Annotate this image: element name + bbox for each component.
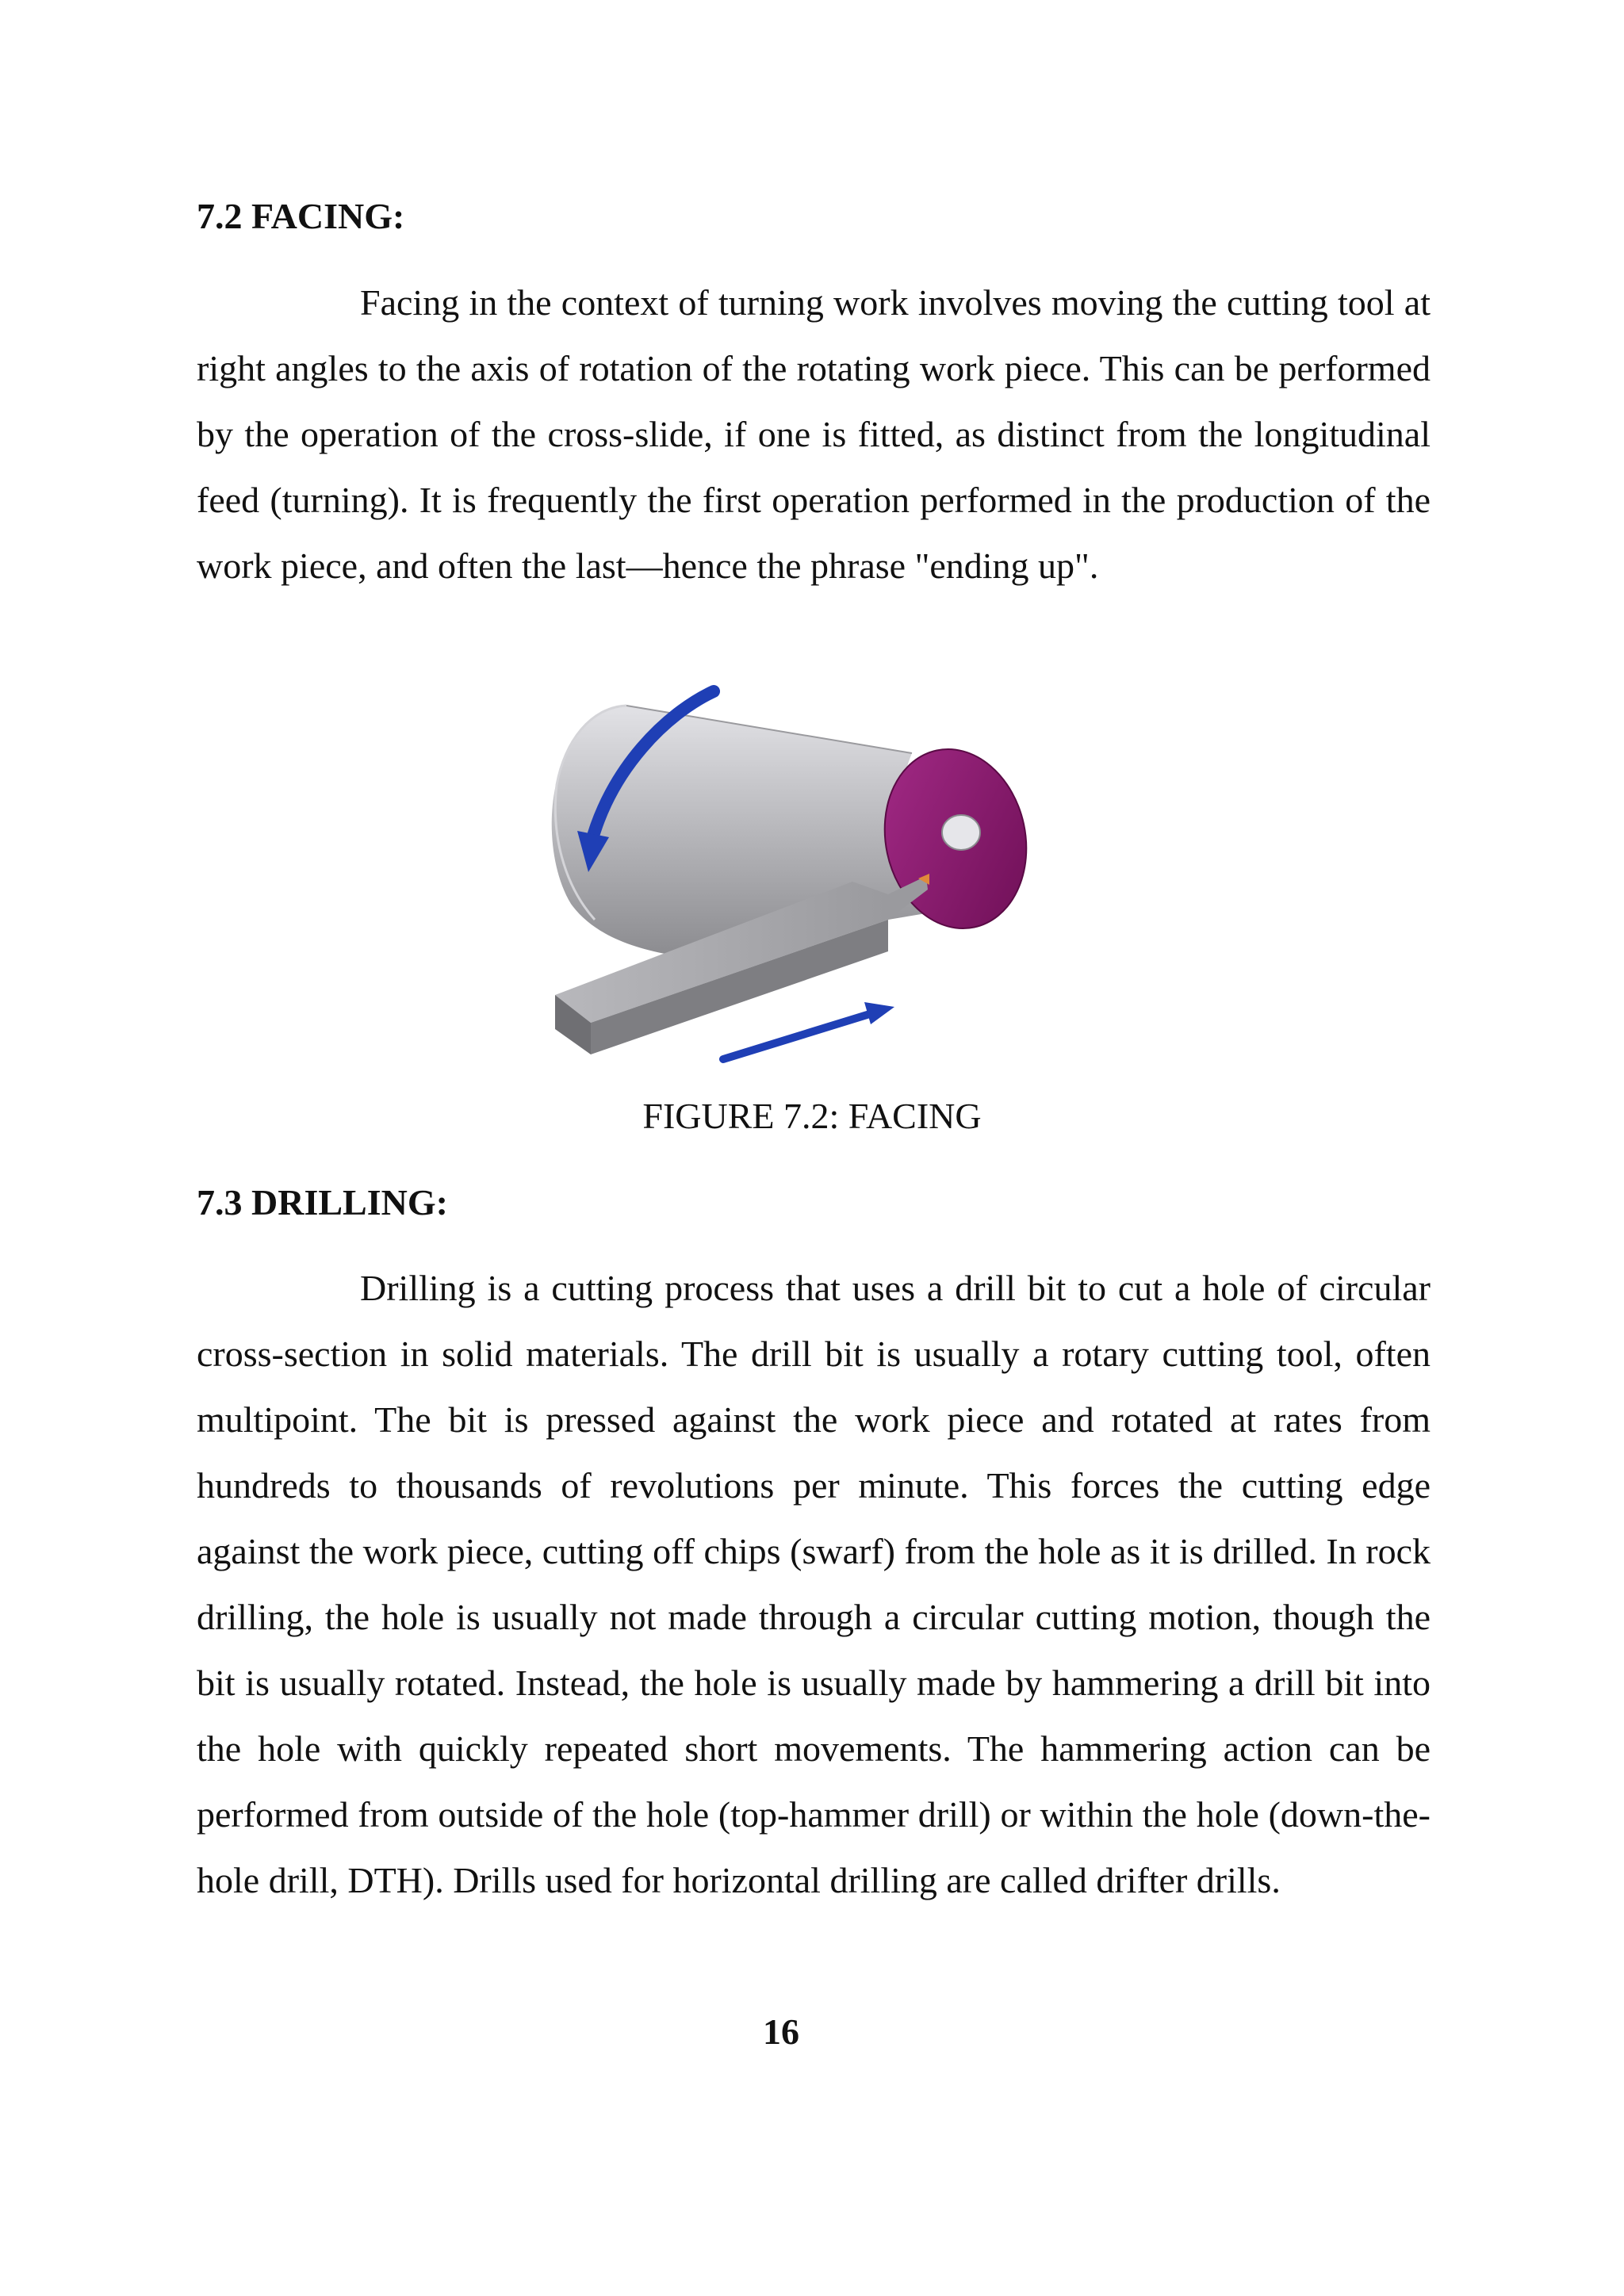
facing-illustration <box>515 682 1118 1070</box>
figure-caption: FIGURE 7.2: FACING <box>642 1096 982 1136</box>
page-number: 16 <box>763 2011 799 2052</box>
feed-arrow <box>723 1002 894 1059</box>
section-heading-facing: 7.2 FACING: <box>197 196 405 236</box>
drilling-paragraph: Drilling is a cutting process that uses a drill bit to cut a hole of circular cross-section in solid materials. The drill bit is usually a rotary cutting tool, often multipoint. The bit is pressed against the work piece and rotated at rates from hundreds to thousands of revolutions per minute. This forces the cutting edge against the work piece, cutting off chips (swarf) from the hole as it is drilled. In rock drilling, the hole is usually not made through a circular cutting motion, though the bit is usually rotated. Instead, the hole is usually made by hammering a drill bit into the hole with quickly repeated short movements. The hammering action can be performed from outside of the hole (top-hammer drill) or within the hole (down-the-hole drill, DTH). Drills used for horizontal drilling are called drifter drills. <box>197 1268 1431 1900</box>
facing-paragraph: Facing in the context of turning work involves moving the cutting tool at right angles to the axis of rotation of the rotating work piece. This can be performed by the operation of the cross-slide, if one is fitted, as distinct from the longitudinal feed (turning). It is frequently the first operation performed in the production of the work piece, and often the last—hence the phrase "ending up". <box>197 282 1431 586</box>
section-heading-drilling: 7.3 DRILLING: <box>197 1182 448 1223</box>
